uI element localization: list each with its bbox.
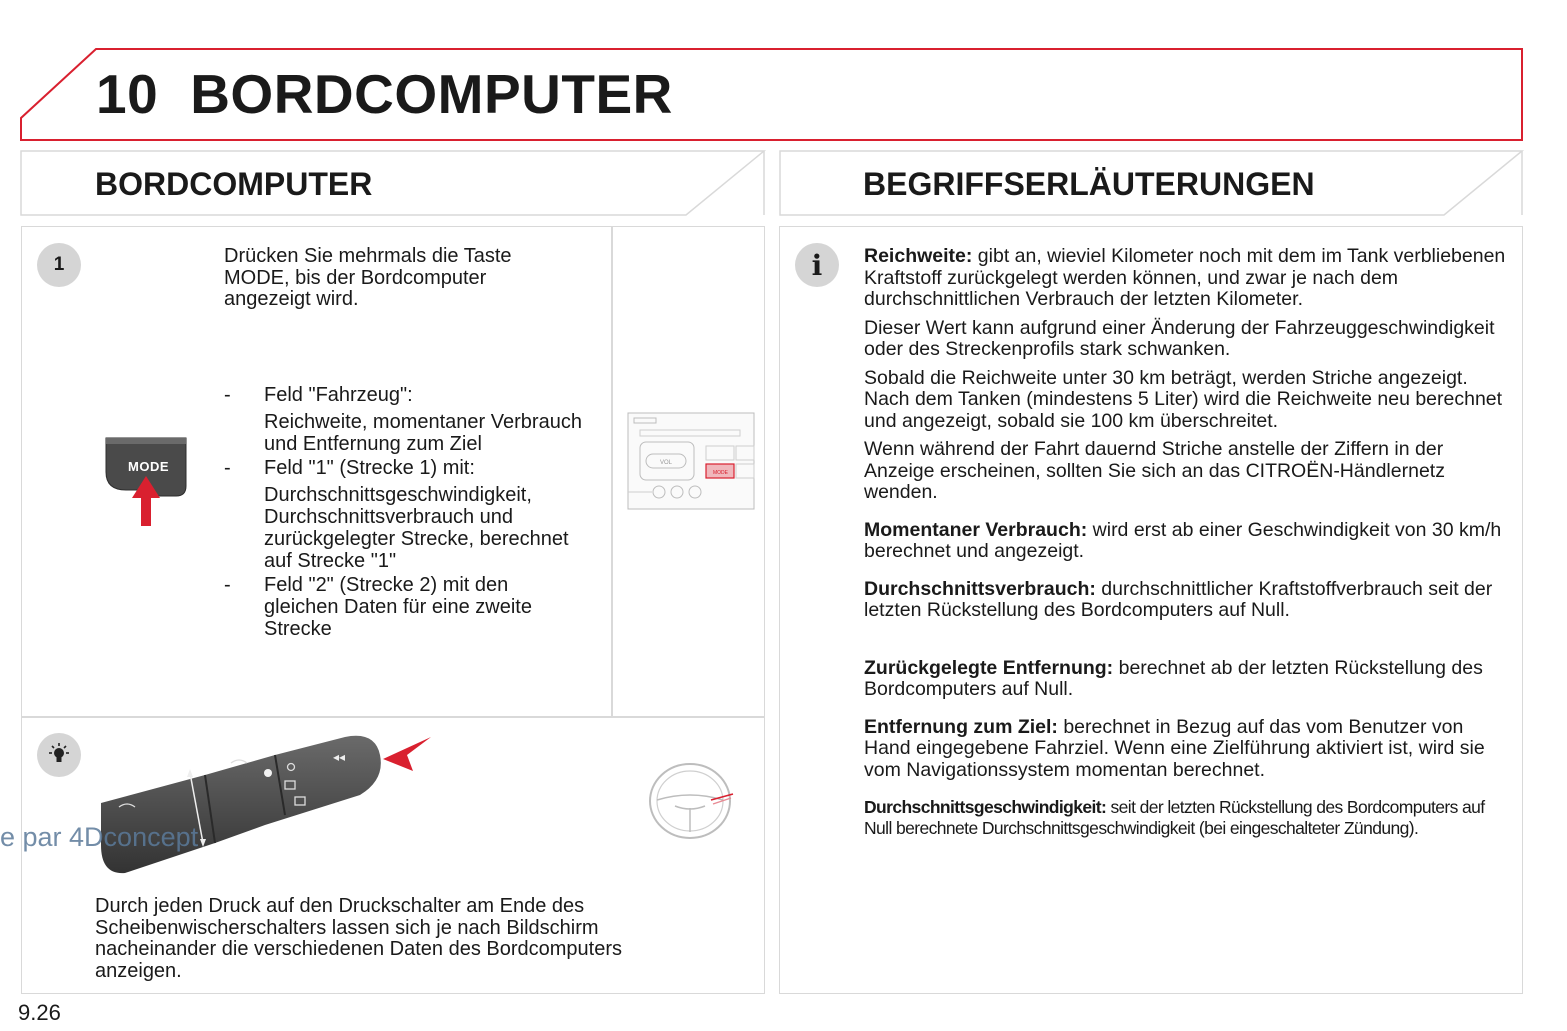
definition-term: Momentaner Verbrauch: xyxy=(864,518,1088,541)
panel-divider-horizontal xyxy=(21,716,765,718)
stalk-instruction-text: Durch jeden Druck auf den Druckschalter am Ende des Scheibenwischerschalters lassen sich je nach Bildschirm nacheinander die verschiedenen Daten des Bordcomputers anzeigen. xyxy=(95,895,623,982)
list-item-detail: Reichweite, momentaner Verbrauch und Entfernung zum Ziel xyxy=(264,411,582,455)
press-end-arrow-icon xyxy=(383,737,431,771)
definition-item xyxy=(864,246,1514,311)
mode-button-label: MODE xyxy=(128,459,169,474)
step-badge xyxy=(37,243,81,287)
list-item xyxy=(224,574,584,640)
definition-item xyxy=(864,439,1514,504)
watermark: e par 4Dconcept xyxy=(0,822,199,852)
info-icon: i xyxy=(811,248,823,282)
list-item-label: Feld "1" (Strecke 1) mit: xyxy=(264,457,475,479)
field-list xyxy=(224,384,584,645)
radio-mode-label: MODE xyxy=(713,470,728,476)
definition-text: Dieser Wert kann aufgrund einer Änderung der Fahrzeuggeschwindigkeit oder des Streckenprofils stark schwanken. xyxy=(864,316,1495,360)
right-section-heading: BEGRIFFSERLÄUTERUNGEN xyxy=(863,166,1315,202)
list-dash: - xyxy=(224,457,231,479)
definition-item xyxy=(864,579,1514,622)
vol-label: VOL xyxy=(660,460,673,466)
definition-text: berechnet in Bezug auf das vom Benutzer von Hand eingegebene Fahrziel. Wenn eine Zielführung aktiviert ist, wird sie vom Navigationssystem momentan berechnet. xyxy=(864,715,1485,781)
definition-text: Sobald die Reichweite unter 30 km beträgt, werden Striche angezeigt. Nach dem Tanken (mindestens 5 Liter) wird die Reichweite neu berechnet und angezeigt, sobald sie 100 km überschreitet. xyxy=(864,366,1503,432)
chapter-title xyxy=(96,62,673,126)
definition-term: Zurückgelegte Entfernung: xyxy=(864,656,1114,679)
definitions-list xyxy=(864,246,1514,846)
chapter-name: BORDCOMPUTER xyxy=(190,63,673,125)
chapter-number: 10 xyxy=(96,63,159,125)
page-number: 9.26 xyxy=(18,1000,61,1025)
mode-button-illustration xyxy=(100,432,192,532)
definition-term: Reichweite: xyxy=(864,245,973,267)
definition-text: seit der letzten Rückstellung des Bordcomputers auf Null berechnete Durchschnittsgeschwindigkeit (bei eingeschalteter Zündung). xyxy=(864,797,1485,838)
lightbulb-icon xyxy=(46,742,72,768)
steering-wheel-sketch xyxy=(645,760,737,842)
tip-badge xyxy=(37,733,81,777)
list-item-label: Feld "2" (Strecke 2) mit den gleichen Daten für eine zweite Strecke xyxy=(264,574,532,640)
list-dash: - xyxy=(224,574,231,596)
left-section-heading: BORDCOMPUTER xyxy=(95,166,373,202)
wiper-stalk-illustration xyxy=(95,725,440,885)
definition-text: Wenn während der Fahrt dauernd Striche anstelle der Ziffern in der Anzeige erscheinen, sollten Sie sich an das CITROËN-Händlernetz wenden. xyxy=(864,438,1445,503)
definition-item xyxy=(864,318,1514,361)
info-badge xyxy=(795,243,839,287)
svg-text:◂◂: ◂◂ xyxy=(333,750,346,764)
definition-item xyxy=(864,717,1514,782)
list-dash: - xyxy=(224,384,231,406)
step-badge-number: 1 xyxy=(53,254,65,275)
list-item xyxy=(224,384,584,455)
intro-text: Drücken Sie mehrmals die Taste MODE, bis der Bordcomputer angezeigt wird. xyxy=(224,245,512,310)
list-item-label: Feld "Fahrzeug": xyxy=(264,384,413,406)
definition-term: Durchschnittsverbrauch: xyxy=(864,577,1096,600)
definition-term: Durchschnittsgeschwindigkeit: xyxy=(864,797,1107,817)
definition-text: durchschnittlicher Kraftstoffverbrauch seit der letzten Rückstellung des Bordcomputers auf Null. xyxy=(864,577,1493,621)
definition-item xyxy=(864,658,1514,701)
definition-term: Entfernung zum Ziel: xyxy=(864,715,1058,738)
definition-item xyxy=(864,368,1514,433)
definition-text: berechnet ab der letzten Rückstellung des Bordcomputers auf Null. xyxy=(864,656,1483,700)
panel-divider-vertical xyxy=(611,226,613,716)
definition-item xyxy=(864,520,1514,563)
definition-text: gibt an, wieviel Kilometer noch mit dem im Tank verbliebenen Kraftstoff zurückgelegt werden können, und zwar je nach dem durchschnittlichen Verbrauch der letzten Kilometer. xyxy=(864,245,1506,310)
definition-item xyxy=(864,797,1514,839)
definition-text: wird erst ab einer Geschwindigkeit von 30 km/h berechnet und angezeigt. xyxy=(864,518,1502,562)
radio-unit-sketch xyxy=(626,410,756,512)
list-item-detail: Durchschnittsgeschwindigkeit, Durchschnittsverbrauch und zurückgelegter Strecke, berechnet auf Strecke "1" xyxy=(264,484,569,572)
list-item xyxy=(224,457,584,572)
